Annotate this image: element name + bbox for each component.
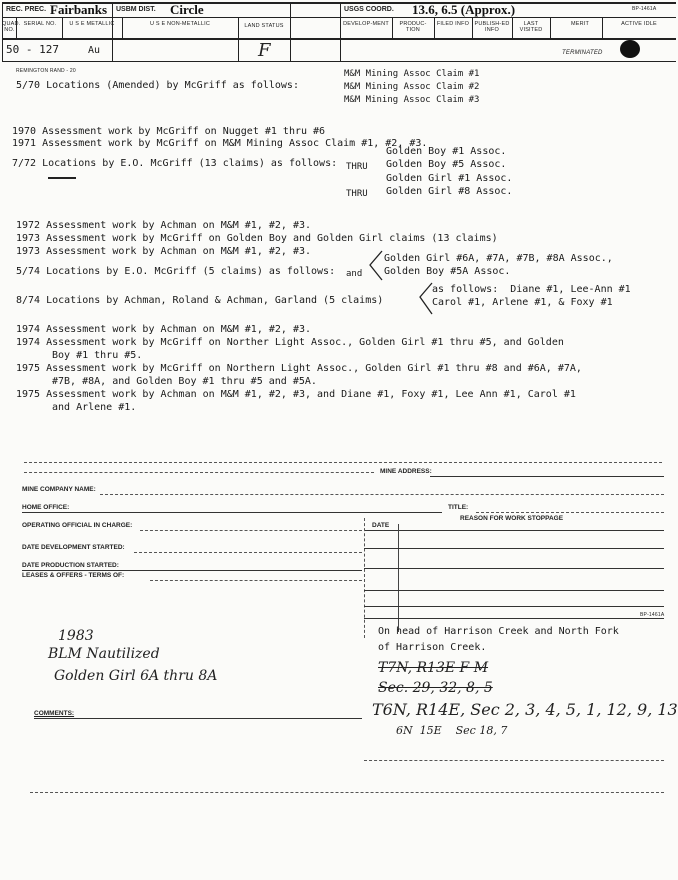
entry-line: 5/70 Locations (Amended) by McGriff as follows: — [16, 80, 299, 91]
leases-offers-label: LEASES & OFFERS - TERMS OF: — [22, 572, 125, 579]
entry-line: Golden Girl #6A, #7A, #7B, #8A Assoc., — [384, 253, 613, 264]
handwritten-blm: BLM Nautilized — [48, 646, 160, 662]
col-last-visited: LAST VISITED — [519, 21, 543, 33]
underline-mark — [48, 177, 76, 179]
entry-line: 8/74 Locations by Achman, Roland & Achman, Garland (5 claims) — [16, 295, 384, 306]
date-development-started-label: DATE DEVELOPMENT STARTED: — [22, 544, 125, 551]
col-land-status: LAND STATUS — [244, 23, 284, 29]
rec-prec-label: REC. PREC. — [6, 6, 47, 13]
entry-line: 1973 Assessment work by McGriff on Golden Boy and Golden Girl claims (13 claims) — [16, 233, 498, 244]
entry-line: THRU — [346, 189, 368, 199]
entry-line: 1974 Assessment work by Achman on M&M #1, #2, #3. — [16, 324, 312, 335]
entry-line: 1971 Assessment work by McGriff on M&M Mining Assoc Claim #1, #2, #3. — [12, 138, 428, 149]
bracket-icon — [412, 281, 436, 317]
entry-line: 1970 Assessment work by McGriff on Nugget #1 thru #6 — [12, 126, 326, 137]
col-active-idle: ACTIVE IDLE — [621, 21, 657, 27]
entry-line: Golden Girl #1 Assoc. — [386, 173, 513, 184]
entry-line: Golden Boy #5A Assoc. — [384, 266, 511, 277]
date-label: DATE — [372, 522, 390, 529]
terminated-stamp: TERMINATED — [562, 50, 603, 56]
entry-line: Golden Boy #5 Assoc. — [386, 159, 507, 170]
entry-line: as follows: Diane #1, Lee-Ann #1 — [432, 284, 631, 295]
date-production-started-label: DATE PRODUCTION STARTED: — [22, 562, 119, 569]
col-metallic: U S E METALLIC — [69, 21, 115, 27]
col-non-metallic: U S E NON-METALLIC — [149, 21, 211, 27]
usgs-coord-value: 13.6, 6.5 (Approx.) — [412, 2, 516, 17]
usgs-coord-label: USGS COORD. — [344, 6, 394, 13]
handwritten-year: 1983 — [58, 628, 94, 644]
entry-line: and Arlene #1. — [52, 402, 137, 413]
entry-line: and — [346, 269, 363, 279]
home-office-label: HOME OFFICE: — [22, 504, 70, 511]
entry-line: 1972 Assessment work by Achman on M&M #1, #2, #3. — [16, 220, 312, 231]
entry-line: Carol #1, Arlene #1, & Foxy #1 — [432, 297, 613, 308]
location-note-line: of Harrison Creek. — [378, 642, 487, 653]
entry-line: M&M Mining Assoc Claim #2 — [344, 82, 480, 92]
usbm-dist-label: USBM DIST. — [116, 6, 156, 13]
col-development: DEVELOP-MENT — [343, 21, 389, 27]
entry-line: Golden Boy #1 Assoc. — [386, 146, 507, 157]
rec-prec-value: Fairbanks — [50, 2, 108, 17]
col-production: PRODUC-TION — [399, 21, 427, 33]
entry-line: 1973 Assessment work by Achman on M&M #1, #2, #3. — [16, 246, 312, 257]
entry-line: M&M Mining Assoc Claim #3 — [344, 95, 480, 105]
land-status-value: F — [258, 40, 271, 61]
handwritten-golden-girl: Golden Girl 6A thru 8A — [54, 668, 218, 684]
entry-line: Golden Girl #8 Assoc. — [386, 186, 513, 197]
entry-line: 7/72 Locations by E.O. McGriff (13 claims) as follows: — [12, 158, 338, 169]
form-number: BP-1461A — [632, 6, 657, 12]
quad-serial-value: 50 - 127 — [6, 43, 59, 56]
legal-description-1: T6N, R14E, Sec 2, 3, 4, 5, 1, 12, 9, 13 — [372, 700, 678, 719]
usbm-dist-value: Circle — [170, 2, 204, 17]
remington-label: REMINGTON RAND - 20 — [16, 68, 76, 74]
entry-line: M&M Mining Assoc Claim #1 — [344, 69, 480, 79]
comments-label: COMMENTS: — [34, 710, 75, 717]
header-grid — [2, 2, 676, 62]
bracket-icon — [364, 249, 386, 283]
entry-line: 1975 Assessment work by McGriff on Northern Light Assoc., Golden Girl #1 thru #8 and #6A, #7A, — [16, 363, 582, 374]
struck-legal-1: T7N, R13E F M — [378, 660, 489, 676]
col-published-info: PUBLISH-ED INFO — [474, 21, 510, 33]
col-filed-info: FILED INFO — [436, 21, 470, 27]
entry-line: Boy #1 thru #5. — [52, 350, 143, 361]
col-merit: MERIT — [570, 21, 590, 27]
col-quad-no: QUAD. NO. — [2, 21, 21, 33]
entry-line: THRU — [346, 162, 368, 172]
location-note-line: On head of Harrison Creek and North Fork — [378, 626, 619, 637]
mine-address-label: MINE ADDRESS: — [380, 468, 432, 475]
entry-line: 5/74 Locations by E.O. McGriff (5 claims) as follows: — [16, 266, 336, 277]
struck-legal-2: Sec. 29, 32, 8, 5 — [378, 680, 493, 696]
mine-company-name-label: MINE COMPANY NAME: — [22, 486, 96, 493]
reason-stoppage-label: REASON FOR WORK STOPPAGE — [460, 515, 564, 522]
entry-line: 1975 Assessment work by Achman on M&M #1, #2, #3, and Diane #1, Foxy #1, Lee Ann #1, Carol #1 — [16, 389, 576, 400]
metallic-value: Au — [88, 45, 101, 56]
active-dot-icon — [620, 40, 640, 58]
entry-line: 1974 Assessment work by McGriff on Norther Light Assoc., Golden Girl #1 thru #5, and Golden — [16, 337, 564, 348]
operating-official-label: OPERATING OFFICIAL IN CHARGE: — [22, 522, 133, 529]
col-serial-no: SERIAL NO. — [23, 21, 57, 27]
legal-description-2: 6N 15E Sec 18, 7 — [396, 724, 508, 737]
entry-line: #7B, #8A, and Golden Boy #1 thru #5 and #5A. — [52, 376, 317, 387]
form-number-small: BP-1461A — [640, 612, 665, 618]
title-label: TITLE: — [448, 504, 469, 511]
